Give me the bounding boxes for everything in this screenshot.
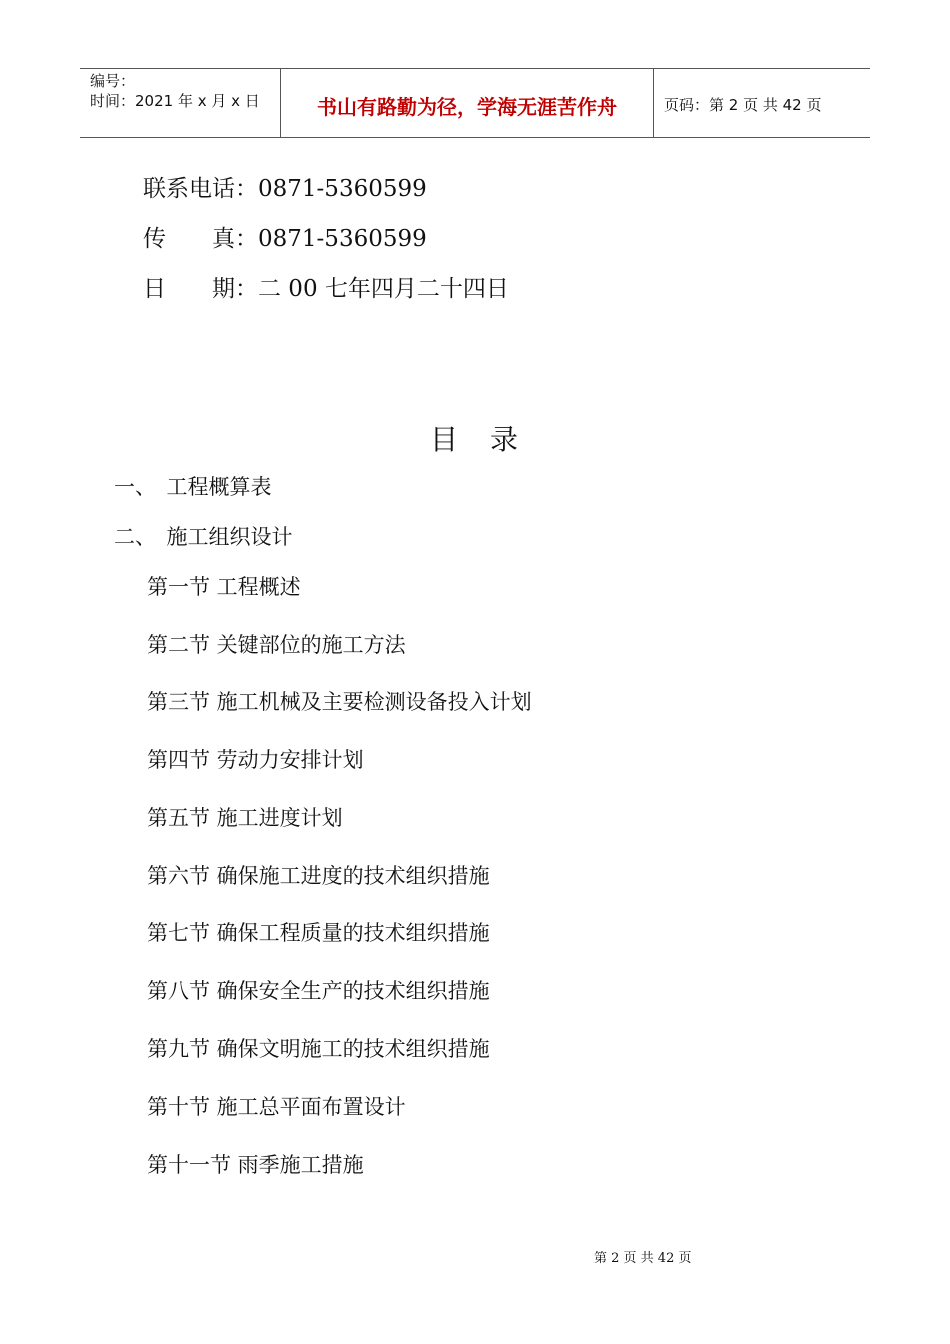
toc-chapter: 第十节 施工总平面布置设计 bbox=[147, 1095, 406, 1119]
page-header bbox=[80, 68, 870, 138]
header-meta bbox=[80, 69, 281, 137]
toc-chapter: 第五节 施工进度计划 bbox=[147, 806, 343, 830]
header-page-info: 页码：第 2 页 共 42 页 bbox=[664, 95, 822, 114]
toc-title: 目 录 bbox=[429, 423, 520, 456]
toc-chapter: 第三节 施工机械及主要检测设备投入计划 bbox=[147, 690, 532, 714]
number-label: 编号： bbox=[90, 72, 136, 90]
contact-fax: 传 真：0871-5360599 bbox=[143, 226, 427, 252]
page-footer: 第 2 页 共 42 页 bbox=[594, 1251, 692, 1266]
header-motto: 书山有路勤为径，学海无涯苦作舟 bbox=[281, 69, 654, 137]
toc-chapter: 第八节 确保安全生产的技术组织措施 bbox=[147, 979, 490, 1003]
toc-section: 二、 施工组织设计 bbox=[114, 525, 293, 549]
toc-chapter: 第九节 确保文明施工的技术组织措施 bbox=[147, 1037, 490, 1061]
toc-chapter: 第十一节 雨季施工措施 bbox=[147, 1153, 364, 1177]
toc-chapter: 第二节 关键部位的施工方法 bbox=[147, 633, 406, 657]
toc-chapter: 第一节 工程概述 bbox=[147, 575, 301, 599]
time-label: 时间：2021 年 x 月 x 日 bbox=[90, 92, 260, 110]
toc-chapter: 第七节 确保工程质量的技术组织措施 bbox=[147, 921, 490, 945]
toc-chapter: 第六节 确保施工进度的技术组织措施 bbox=[147, 864, 490, 888]
toc-section: 一、 工程概算表 bbox=[114, 475, 272, 499]
toc-chapter: 第四节 劳动力安排计划 bbox=[147, 748, 364, 772]
contact-phone: 联系电话：0871-5360599 bbox=[143, 176, 427, 202]
contact-date: 日 期：二 00 七年四月二十四日 bbox=[143, 276, 509, 302]
